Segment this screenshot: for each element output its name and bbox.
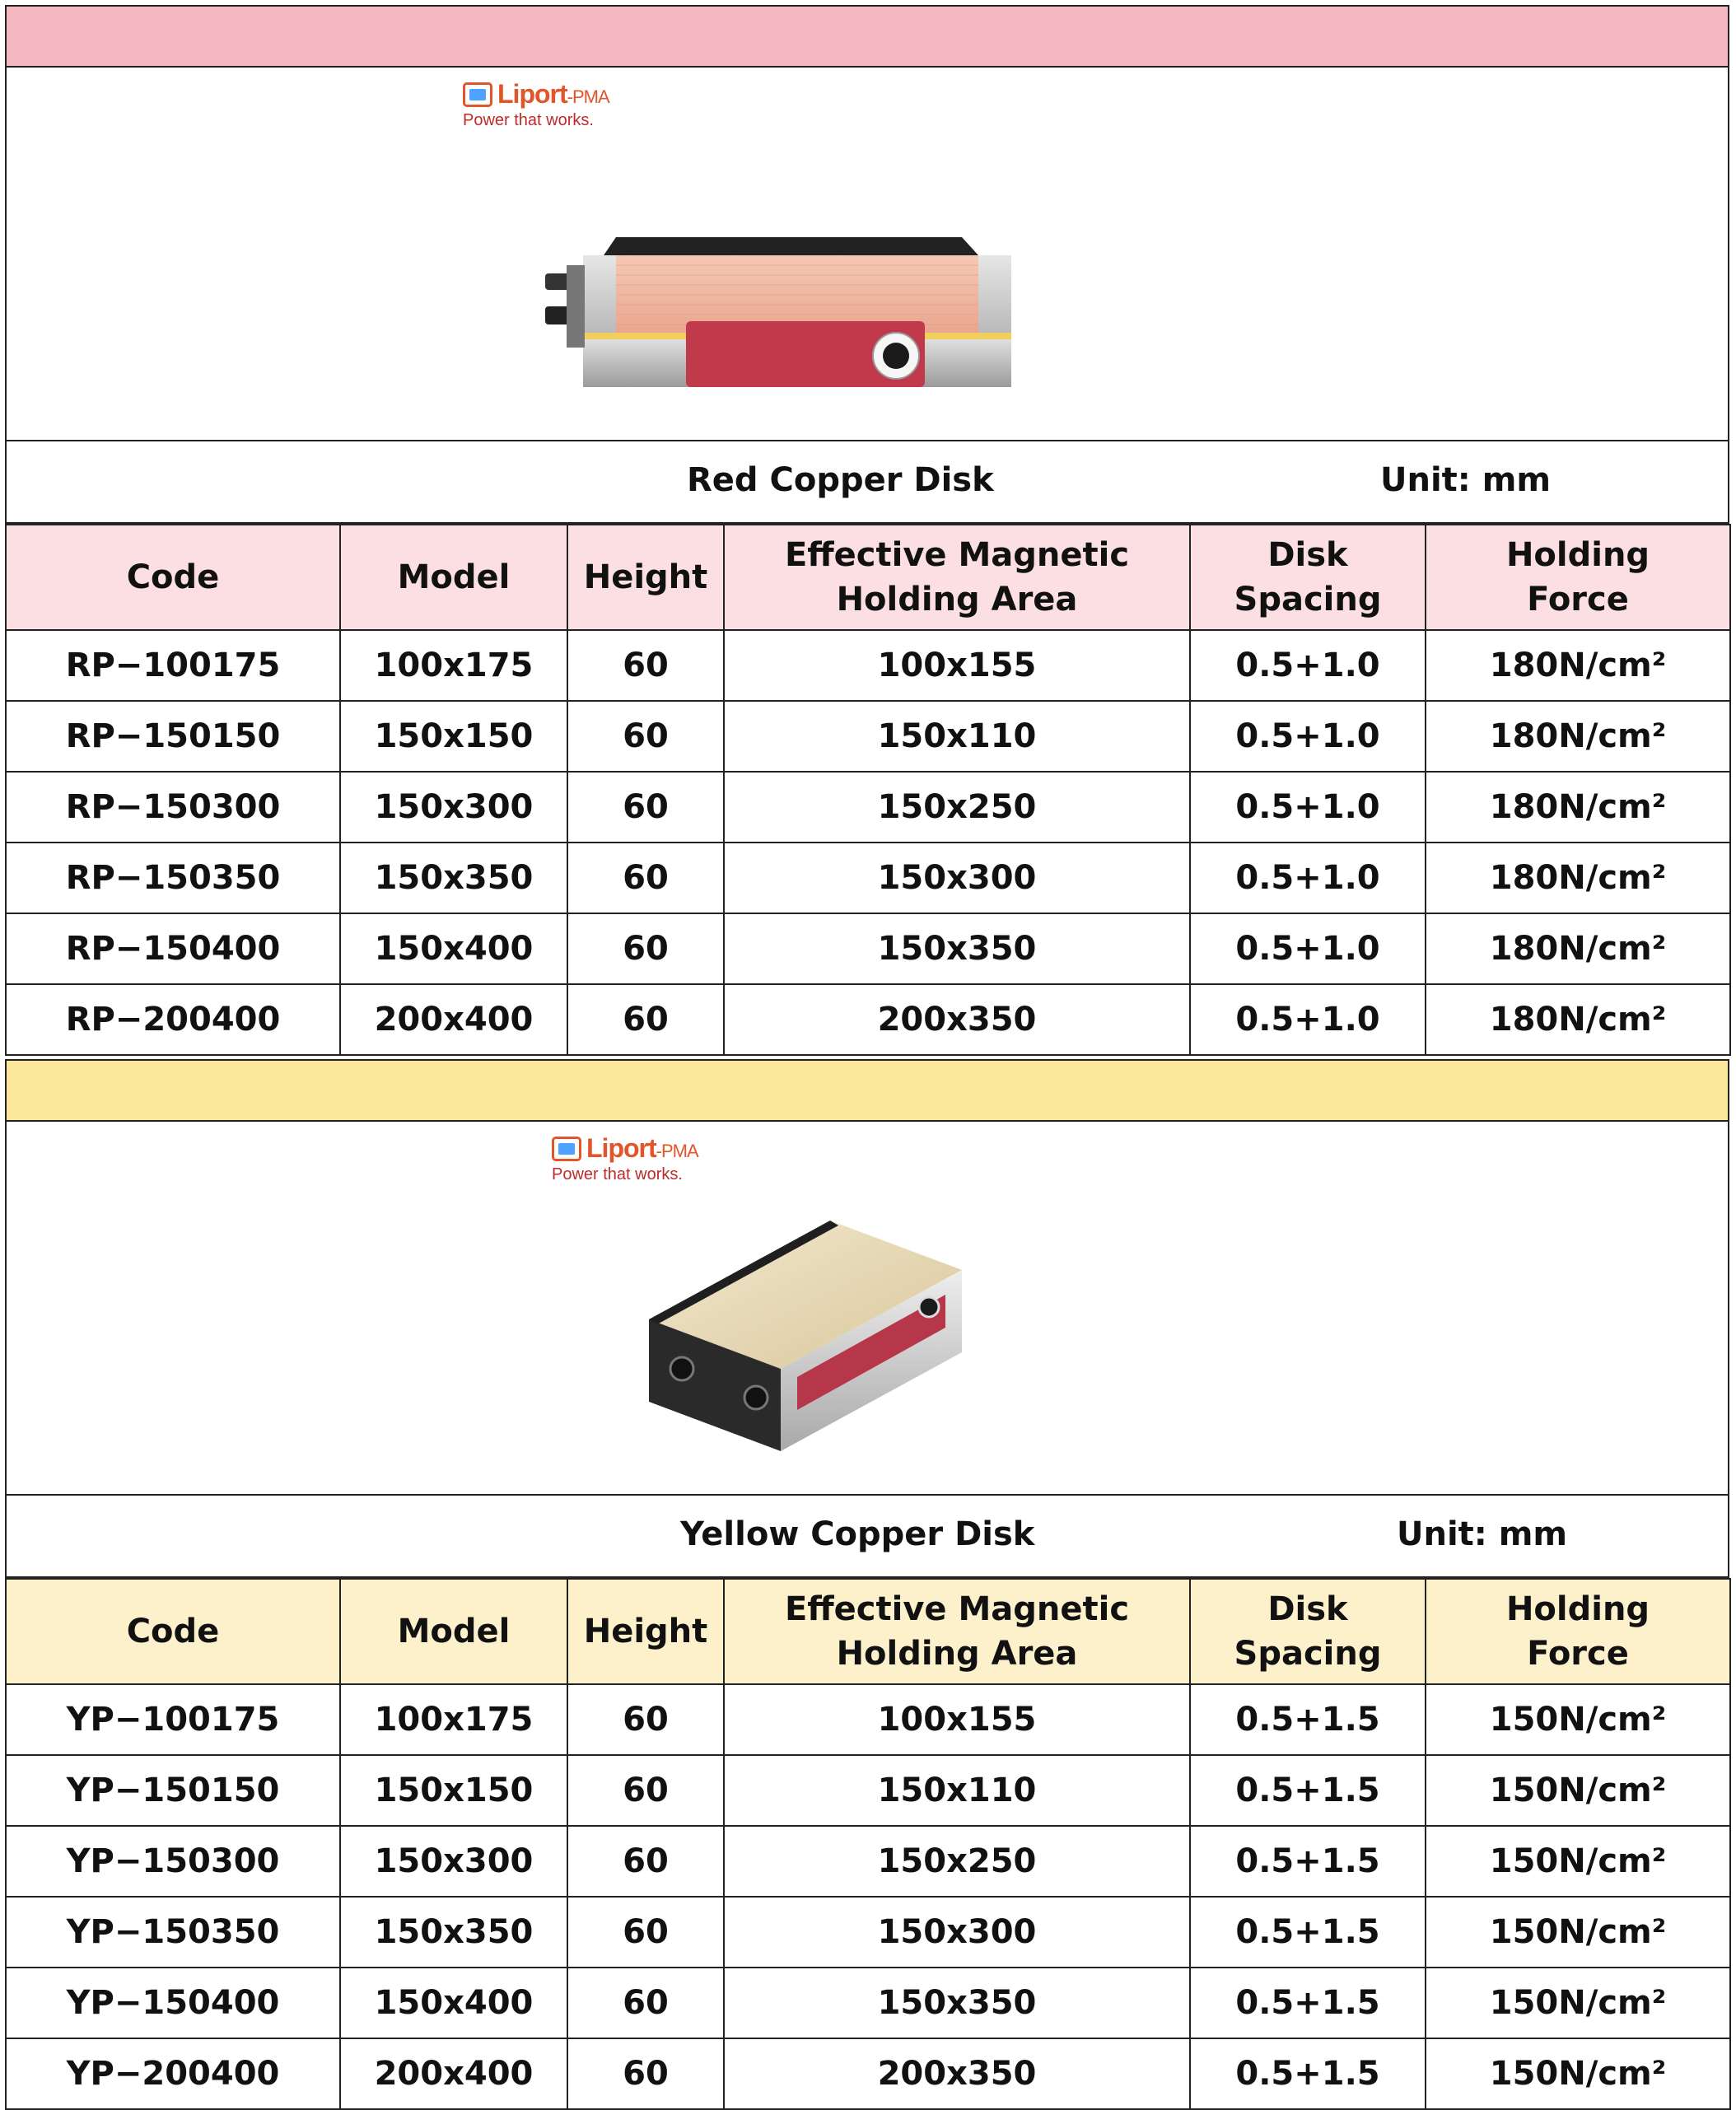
cell-height: 60 <box>567 1897 724 1968</box>
cell-spacing: 0.5+1.5 <box>1190 1684 1426 1755</box>
cell-code: RP−150300 <box>6 772 340 843</box>
table-row <box>6 701 1730 772</box>
cell-area: 150x110 <box>724 701 1190 772</box>
cell-area: 150x350 <box>724 913 1190 984</box>
cell-height: 60 <box>567 1684 724 1755</box>
cell-spacing: 0.5+1.5 <box>1190 1968 1426 2038</box>
cell-spacing: 0.5+1.0 <box>1190 630 1426 701</box>
cell-model: 150x150 <box>340 701 567 772</box>
table-row <box>6 2038 1730 2109</box>
cell-force: 150N/cm² <box>1426 1968 1730 2038</box>
cell-area: 100x155 <box>724 1684 1190 1755</box>
cell-spacing: 0.5+1.0 <box>1190 701 1426 772</box>
yellow-section-band <box>5 1059 1729 1122</box>
cell-height: 60 <box>567 630 724 701</box>
cell-code: RP−100175 <box>6 630 340 701</box>
cell-spacing: 0.5+1.0 <box>1190 772 1426 843</box>
yellow-unit-label: Unit: mm <box>1397 1515 1568 1553</box>
cell-spacing: 0.5+1.0 <box>1190 913 1426 984</box>
col-header-code: Code <box>6 525 340 630</box>
cell-area: 200x350 <box>724 2038 1190 2109</box>
cell-model: 100x175 <box>340 1684 567 1755</box>
cell-height: 60 <box>567 772 724 843</box>
red-copper-chuck-image <box>534 232 1028 389</box>
cell-model: 150x150 <box>340 1755 567 1826</box>
cell-code: RP−150150 <box>6 701 340 772</box>
cell-area: 150x300 <box>724 1897 1190 1968</box>
cell-spacing: 0.5+1.5 <box>1190 1897 1426 1968</box>
yellow-product-image-panel <box>5 1122 1729 1496</box>
cell-force: 180N/cm² <box>1426 772 1730 843</box>
red-spec-table <box>5 524 1731 1056</box>
brand-name: Liport <box>586 1133 656 1163</box>
col-header-area: Effective Magnetic Holding Area <box>724 1579 1190 1684</box>
table-row <box>6 1897 1730 1968</box>
cell-force: 180N/cm² <box>1426 843 1730 913</box>
table-row <box>6 630 1730 701</box>
table-header-row <box>6 525 1730 630</box>
red-section-band <box>5 5 1729 68</box>
cell-spacing: 0.5+1.5 <box>1190 2038 1426 2109</box>
cell-model: 150x350 <box>340 843 567 913</box>
cell-height: 60 <box>567 1755 724 1826</box>
cell-code: YP−100175 <box>6 1684 340 1755</box>
col-header-force: Holding Force <box>1426 1579 1730 1684</box>
table-row <box>6 913 1730 984</box>
table-row <box>6 772 1730 843</box>
cell-area: 150x250 <box>724 1826 1190 1897</box>
col-header-spacing: Disk Spacing <box>1190 1579 1426 1684</box>
brand-logo <box>552 1133 698 1184</box>
cell-force: 180N/cm² <box>1426 984 1730 1055</box>
brand-logo-icon <box>552 1137 581 1161</box>
cell-height: 60 <box>567 1826 724 1897</box>
table-row <box>6 1755 1730 1826</box>
cell-height: 60 <box>567 843 724 913</box>
cell-model: 100x175 <box>340 630 567 701</box>
cell-force: 150N/cm² <box>1426 2038 1730 2109</box>
cell-model: 150x400 <box>340 1968 567 2038</box>
cell-model: 150x300 <box>340 772 567 843</box>
cell-force: 150N/cm² <box>1426 1897 1730 1968</box>
table-row <box>6 843 1730 913</box>
lever-socket-icon <box>883 343 909 369</box>
brand-name: Liport <box>497 79 567 109</box>
col-header-model: Model <box>340 1579 567 1684</box>
yellow-table-title-row <box>5 1496 1729 1578</box>
cell-spacing: 0.5+1.0 <box>1190 984 1426 1055</box>
col-header-model: Model <box>340 525 567 630</box>
yellow-copper-chuck-image <box>632 1204 995 1476</box>
cell-code: YP−150350 <box>6 1897 340 1968</box>
cell-code: YP−150150 <box>6 1755 340 1826</box>
cell-height: 60 <box>567 2038 724 2109</box>
cell-model: 200x400 <box>340 984 567 1055</box>
cell-spacing: 0.5+1.0 <box>1190 843 1426 913</box>
brand-suffix: -PMA <box>656 1141 698 1161</box>
cell-code: YP−150400 <box>6 1968 340 2038</box>
cell-code: RP−200400 <box>6 984 340 1055</box>
cell-area: 100x155 <box>724 630 1190 701</box>
brand-suffix: -PMA <box>567 86 609 107</box>
cell-force: 150N/cm² <box>1426 1755 1730 1826</box>
col-header-code: Code <box>6 1579 340 1684</box>
yellow-spec-table <box>5 1578 1731 2110</box>
cell-area: 150x350 <box>724 1968 1190 2038</box>
cell-code: RP−150400 <box>6 913 340 984</box>
cell-height: 60 <box>567 701 724 772</box>
cell-code: YP−200400 <box>6 2038 340 2109</box>
cell-model: 150x400 <box>340 913 567 984</box>
table-row <box>6 1826 1730 1897</box>
cell-force: 150N/cm² <box>1426 1826 1730 1897</box>
cell-model: 150x350 <box>340 1897 567 1968</box>
cell-area: 200x350 <box>724 984 1190 1055</box>
cell-height: 60 <box>567 984 724 1055</box>
cell-area: 150x250 <box>724 772 1190 843</box>
cell-spacing: 0.5+1.5 <box>1190 1755 1426 1826</box>
lever-socket-icon <box>919 1297 939 1317</box>
red-table-title-row <box>5 441 1729 524</box>
col-header-area: Effective Magnetic Holding Area <box>724 525 1190 630</box>
brand-logo-icon <box>463 82 492 107</box>
bolt-icon <box>670 1357 693 1380</box>
table-header-row <box>6 1579 1730 1684</box>
top-edge-icon <box>604 237 978 255</box>
cell-model: 200x400 <box>340 2038 567 2109</box>
cell-code: RP−150350 <box>6 843 340 913</box>
cell-force: 180N/cm² <box>1426 701 1730 772</box>
cell-height: 60 <box>567 1968 724 2038</box>
brand-tagline: Power that works. <box>552 1165 683 1183</box>
table-row <box>6 1968 1730 2038</box>
red-product-image-panel <box>5 68 1729 441</box>
red-table-title: Red Copper Disk <box>687 461 994 499</box>
spec-sheet <box>5 5 1731 2103</box>
table-row <box>6 1684 1730 1755</box>
cell-height: 60 <box>567 913 724 984</box>
cell-force: 150N/cm² <box>1426 1684 1730 1755</box>
cell-force: 180N/cm² <box>1426 913 1730 984</box>
cell-force: 180N/cm² <box>1426 630 1730 701</box>
brand-tagline: Power that works. <box>463 111 594 129</box>
cell-code: YP−150300 <box>6 1826 340 1897</box>
cell-spacing: 0.5+1.5 <box>1190 1826 1426 1897</box>
cell-area: 150x300 <box>724 843 1190 913</box>
brand-logo <box>463 79 609 130</box>
col-header-spacing: Disk Spacing <box>1190 525 1426 630</box>
cell-area: 150x110 <box>724 1755 1190 1826</box>
red-unit-label: Unit: mm <box>1380 461 1552 499</box>
col-header-height: Height <box>567 525 724 630</box>
yellow-table-title: Yellow Copper Disk <box>680 1515 1035 1553</box>
col-header-height: Height <box>567 1579 724 1684</box>
cell-model: 150x300 <box>340 1826 567 1897</box>
col-header-force: Holding Force <box>1426 525 1730 630</box>
table-row <box>6 984 1730 1055</box>
